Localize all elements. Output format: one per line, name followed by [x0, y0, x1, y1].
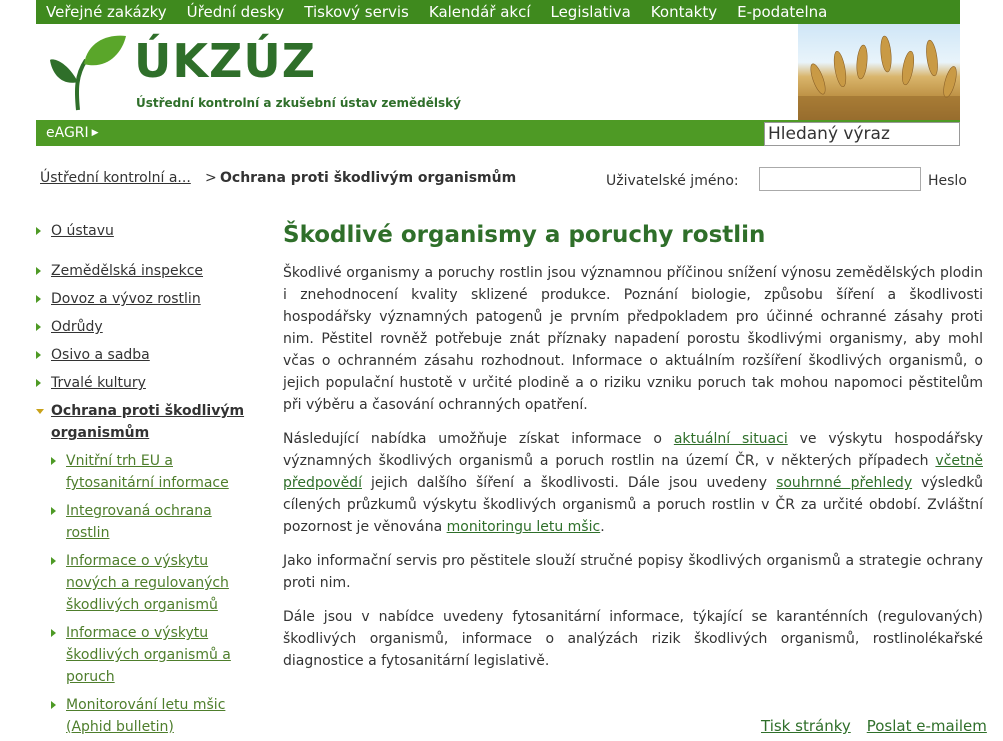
arrow-right-icon	[51, 701, 56, 709]
breadcrumb-current: Ochrana proti škodlivým organismům	[220, 170, 517, 186]
send-email-link[interactable]: Poslat e-mailem	[866, 717, 987, 735]
sidebar-subitem-vyskyt-novych[interactable]	[51, 550, 256, 616]
sidebar-item-label[interactable]: Ochrana proti škodlivým organismům	[51, 403, 245, 441]
nav-e-podatelna[interactable]: E-podatelna	[737, 3, 828, 21]
caret-right-icon: ▶	[91, 128, 99, 138]
sidebar-subitem-label[interactable]: Vnitřní trh EU a fytosanitární informace	[66, 453, 229, 491]
sidebar-item-label[interactable]: O ústavu	[51, 223, 114, 239]
sidebar-subitem-label[interactable]: Informace o výskytu nových a regulovaných škodlivých organismů	[66, 553, 229, 613]
sidebar-subitem-vyskyt-skodlivych[interactable]	[51, 622, 256, 688]
sidebar-subitem-label[interactable]: Informace o výskytu škodlivých organismů a poruch	[66, 625, 231, 685]
text-segment: výsledků cílených průzkumů výskytu škodlivých organismů a poruch rostlin v ČR za určité období. Zvláštní pozornost je věnována	[283, 475, 983, 535]
sidebar-item-zemedelska-inspekce[interactable]	[36, 260, 203, 282]
search-input[interactable]: Hledaný výraz	[764, 122, 960, 146]
arrow-right-icon	[51, 457, 56, 465]
paragraph-phyto: Dále jsou v nabídce uvedeny fytosanitární informace, týkající se karanténních (regulovaných) škodlivých organismů, informace o analýzách rizik škodlivých organismů, rostlinolékařské diagnostice a fytosanitární legislativě.	[283, 609, 983, 669]
sidebar-item-label[interactable]: Osivo a sadba	[51, 347, 150, 363]
eagri-label: eAGRI	[46, 125, 89, 141]
paragraph-intro: Škodlivé organismy a poruchy rostlin jsou významnou příčinou snížení výnosu zemědělských plodin i znehodnocení kvality sklizené produkce. Poznání biologie, způsobu šíření a škodlivosti hospodářsky významných patogenů je prvním předpokladem pro účinné ochranné zásahy proti nim. Pěstitel rovněž potřebuje znát příznaky napadení porostu škodlivými organismy, aby mohl včas o ochranném zásahu rozhodnout. Informace o aktuálním rozšíření škodlivých organismů, o jejich populační hustotě v určité plodině a o riziku vzniku poruch tak mohou napomoci pěstitelům při výběru a časování ochranných opatření.	[283, 265, 983, 413]
sidebar-item-osivo-sadba[interactable]	[36, 344, 150, 366]
text-segment: jejich dalšího šíření a škodlivosti. Dále jsou uvedeny	[361, 475, 777, 491]
main-content	[283, 220, 984, 741]
wheat-banner-image	[798, 24, 960, 120]
page-title: Škodlivé organismy a poruchy rostlin	[283, 222, 766, 248]
eagri-link[interactable]	[46, 120, 99, 146]
sidebar-subitem-label[interactable]: Integrovaná ochrana rostlin	[66, 503, 212, 541]
sidebar-item-o-ustavu[interactable]	[36, 220, 114, 242]
sidebar-item-trvale-kultury[interactable]	[36, 372, 146, 394]
username-input[interactable]	[759, 167, 921, 191]
sidebar-item-label[interactable]: Trvalé kultury	[51, 375, 146, 391]
nav-verejne-zakazky[interactable]: Veřejné zakázky	[46, 3, 167, 21]
footer-links	[761, 717, 1003, 735]
leaf-logo-icon[interactable]	[48, 30, 128, 112]
print-page-link[interactable]: Tisk stránky	[761, 717, 851, 735]
sidebar-item-label[interactable]: Odrůdy	[51, 319, 103, 335]
brand-subtitle: Ústřední kontrolní a zkušební ústav zemědělský	[136, 96, 461, 110]
text-segment: .	[600, 519, 605, 535]
top-nav	[36, 0, 960, 24]
paragraph-offer	[283, 428, 983, 538]
arrow-right-icon	[51, 629, 56, 637]
link-monitoringu-letu-msic[interactable]: monitoringu letu mšic	[446, 519, 601, 535]
arrow-down-icon	[36, 409, 44, 414]
brand-title: ÚKZÚZ	[134, 34, 317, 88]
arrow-right-icon	[36, 267, 41, 275]
arrow-right-icon	[51, 507, 56, 515]
arrow-right-icon	[51, 557, 56, 565]
nav-kalendar-akci[interactable]: Kalendář akcí	[428, 3, 531, 21]
paragraph-info-service: Jako informační servis pro pěstitele slouží stručné popisy škodlivých organismů a strategie ochrany proti nim.	[283, 553, 983, 591]
link-aktualni-situaci[interactable]: aktuální situaci	[673, 431, 788, 447]
arrow-right-icon	[36, 379, 41, 387]
nav-kontakty[interactable]: Kontakty	[650, 3, 718, 21]
text-segment: ve výskytu hospodářsky významných škodlivých organismů a poruch rostlin na území ČR, v některých případech	[283, 431, 984, 469]
sidebar-item-label[interactable]: Zemědělská inspekce	[51, 263, 204, 279]
sidebar-item-ochrana[interactable]	[36, 400, 256, 444]
site-header	[36, 24, 960, 120]
sidebar-item-odrudy[interactable]	[36, 316, 103, 338]
sidebar-subitem-vnitrni-trh[interactable]	[51, 450, 256, 494]
arrow-right-icon	[36, 323, 41, 331]
text-segment: Následující nabídka umožňuje získat informace o	[283, 431, 674, 447]
breadcrumb-separator: >	[205, 170, 217, 186]
password-label: Heslo	[928, 173, 967, 189]
sidebar-subitem-monitorovani[interactable]	[51, 694, 256, 738]
nav-tiskovy-servis[interactable]: Tiskový servis	[304, 3, 409, 21]
arrow-right-icon	[36, 351, 41, 359]
sidebar-item-dovoz-vyvoz[interactable]	[36, 288, 201, 310]
arrow-right-icon	[36, 227, 41, 235]
sidebar-item-label[interactable]: Dovoz a vývoz rostlin	[51, 291, 201, 307]
link-predpovedi[interactable]: včetně předpovědí	[283, 453, 983, 491]
nav-uredni-desky[interactable]: Úřední desky	[186, 3, 285, 21]
sidebar-subitem-label[interactable]: Monitorování letu mšic (Aphid bulletin)	[66, 697, 226, 735]
arrow-right-icon	[36, 295, 41, 303]
green-bar	[36, 120, 960, 146]
username-label: Uživatelské jméno:	[606, 173, 739, 189]
link-souhrnne-prehledy[interactable]: souhrnné přehledy	[776, 475, 913, 491]
sidebar-subitem-integrovana[interactable]	[51, 500, 256, 544]
breadcrumb-home[interactable]: Ústřední kontrolní a...	[40, 170, 191, 186]
nav-legislativa[interactable]: Legislativa	[550, 3, 631, 21]
